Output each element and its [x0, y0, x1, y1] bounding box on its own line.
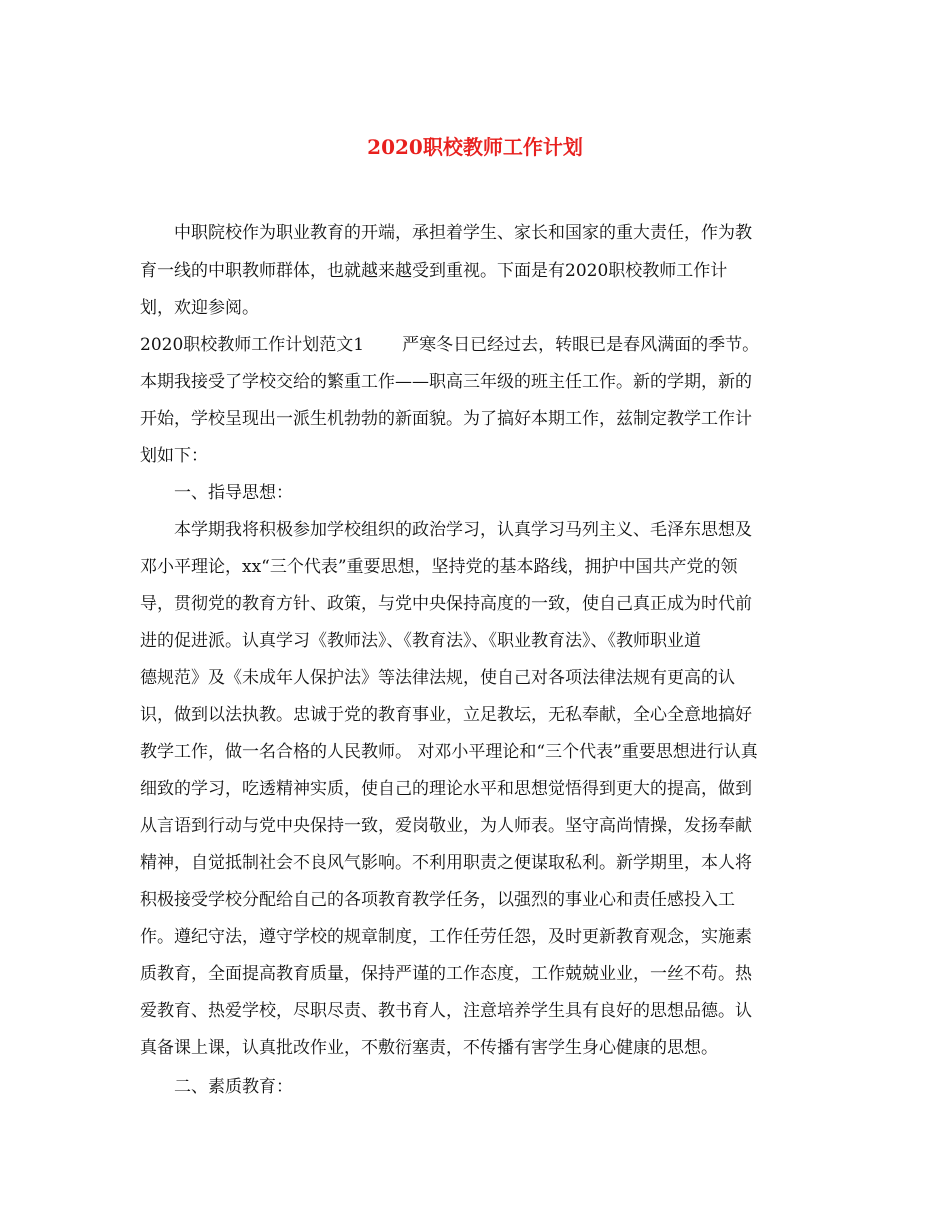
intro-line: 划，欢迎参阅。: [140, 298, 259, 318]
body-line: 本学期我将积极参加学校组织的政治学习，认真学习马列主义、毛泽东思想及: [174, 520, 752, 540]
intro-line: 育一线的中职教师群体，也就越来越受到重视。下面是有2020职校教师工作计: [140, 261, 728, 281]
body-line: 真备课上课，认真批改作业，不敷衍塞责，不传播有害学生身心健康的思想。: [140, 1038, 718, 1058]
body-line: 德规范》及《未成年人保护法》等法律法规，使自己对各项法律法规有更高的认: [140, 668, 735, 688]
body-line: 导，贯彻党的教育方针、政策，与党中央保持高度的一致，使自己真正成为时代前: [140, 594, 752, 614]
body-line: 精神，自觉抵制社会不良风气影响。不利用职责之便谋取私利。新学期里，本人将: [140, 853, 752, 873]
body-line: 进的促进派。认真学习《教师法》、《教育法》、《职业教育法》、《教师职业道: [140, 631, 701, 651]
section-heading: 2020职校教师工作计划范文1: [140, 335, 365, 355]
document-title: 2020职校教师工作计划: [367, 135, 583, 159]
body-line: 爱教育、热爱学校，尽职尽责、教书育人，注意培养学生具有良好的思想品德。认: [140, 1001, 752, 1021]
section-line: 本期我接受了学校交给的繁重工作——职高三年级的班主任工作。新的学期，新的: [140, 372, 752, 392]
body-line: 质教育，全面提高教育质量，保持严谨的工作态度，工作兢兢业业，一丝不苟。热: [140, 964, 752, 984]
subheading-guiding-thought: 一、指导思想：: [174, 483, 293, 503]
body-line: 细致的学习，吃透精神实质，使自己的理论水平和思想觉悟得到更大的提高，做到: [140, 779, 752, 799]
section-first-line-text: 严寒冬日已经过去，转眼已是春风满面的季节。: [402, 335, 760, 355]
section-heading-line: [140, 330, 759, 360]
body-line: 从言语到行动与党中央保持一致，爱岗敬业，为人师表。坚守高尚情操，发扬奉献: [140, 816, 752, 836]
body-line: 识，做到以法执教。忠诚于党的教育事业，立足教坛，无私奉献，全心全意地搞好: [140, 705, 752, 725]
section-line: 开始，学校呈现出一派生机勃勃的新面貌。为了搞好本期工作，兹制定教学工作计: [140, 409, 752, 429]
body-line: 作。遵纪守法，遵守学校的规章制度，工作任劳任怨，及时更新教育观念，实施素: [140, 927, 752, 947]
section-line: 划如下：: [140, 446, 208, 466]
intro-line: 中职院校作为职业教育的开端，承担着学生、家长和国家的重大责任，作为教: [174, 223, 752, 243]
subheading-quality-education: 二、素质教育：: [174, 1077, 293, 1097]
body-line: 积极接受学校分配给自己的各项教育教学任务，以强烈的事业心和责任感投入工: [140, 890, 735, 910]
body-line: 邓小平理论，xx“三个代表”重要思想，坚持党的基本路线，拥护中国共产党的领: [140, 557, 738, 577]
body-line: 教学工作，做一名合格的人民教师。 对邓小平理论和“三个代表”重要思想进行认真: [140, 742, 758, 762]
